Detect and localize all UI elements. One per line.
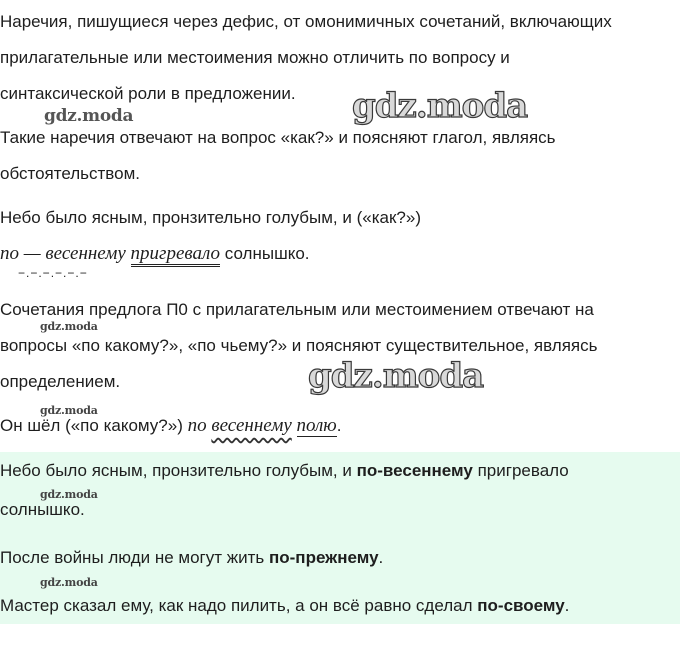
preposition: по [187, 415, 207, 436]
answer-text: Небо было ясным, пронзительно голубым, и [0, 461, 357, 480]
sentence-end: . [336, 416, 342, 435]
attribute-word: весеннему [211, 415, 292, 436]
example-sentence [0, 416, 341, 436]
answer-adverb: по-весеннему [356, 461, 473, 480]
rule-text-line: синтаксической роли в предложении. [0, 84, 296, 103]
rule-text-line: Наречия, пишущиеся через дефис, от омонимичных сочетаний, включающих [0, 12, 612, 31]
answer-text: После войны люди не могут жить [0, 548, 269, 567]
watermark: gdz.moda [308, 356, 484, 396]
rule-text-line: прилагательные или местоимения можно отличить по вопросу и [0, 48, 510, 67]
watermark: gdz.moda [44, 106, 134, 126]
rule-text-line: вопросы «по какому?», «по чьему?» и поясняют существительное, являясь [0, 336, 598, 355]
predicate-word: пригревало [131, 243, 220, 267]
adverb-phrase: по — весеннему [0, 243, 126, 264]
rule-text-line: Такие наречия отвечают на вопрос «как?» и поясняют глагол, являясь [0, 128, 556, 147]
answer-text: . [564, 596, 570, 615]
watermark: gdz.moda [352, 86, 528, 126]
object-word: полю [296, 415, 337, 436]
example-sentence [0, 244, 310, 264]
answer-sentence-1-cont: солнышко. [0, 500, 85, 519]
answer-sentence-1 [0, 461, 569, 481]
answer-text: пригревало [472, 461, 569, 480]
watermark: gdz.moda [40, 488, 98, 501]
watermark: gdz.moda [40, 576, 98, 589]
rule-text-line: определением. [0, 372, 121, 391]
watermark: gdz.moda [40, 404, 98, 417]
rule-text-line: обстоятельством. [0, 164, 141, 183]
example-intro: Небо было ясным, пронзительно голубым, и («как?») [0, 208, 421, 227]
answer-sentence-3 [0, 596, 569, 616]
watermark: gdz.moda [40, 320, 98, 333]
example-intro: Он шёл («по какому?») [0, 416, 183, 435]
answer-text: Мастер сказал ему, как надо пилить, а он всё равно сделал [0, 596, 478, 615]
adverbial-underline-mark: −.−.−.−.−.− [18, 266, 88, 280]
answer-adverb: по-прежнему [268, 548, 379, 567]
rule-text-line: Сочетания предлога П0 с прилагательным или местоимением отвечают на [0, 300, 594, 319]
answer-text: . [378, 548, 384, 567]
subject-word: солнышко. [224, 244, 310, 263]
answer-adverb: по-своему [477, 596, 565, 615]
answer-sentence-2 [0, 548, 383, 568]
